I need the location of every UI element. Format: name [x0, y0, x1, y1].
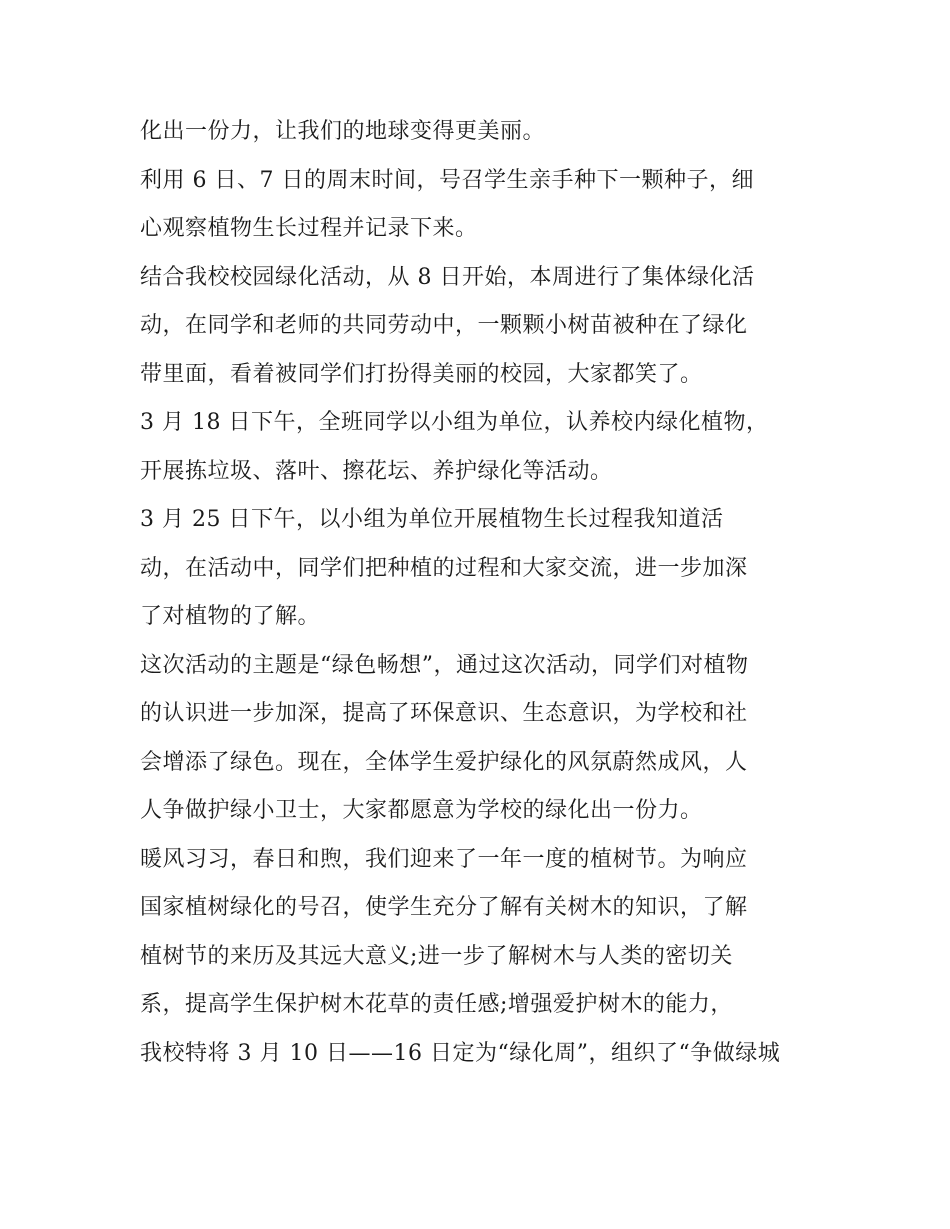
text-line-15: 人争做护绿小卫士，大家都愿意为学校的绿化出一份力。	[140, 798, 703, 823]
text-line-2: 利用 6 日、7 日的周末时间，号召学生亲手种下一颗种子，细	[140, 167, 754, 193]
text-line-13: 的认识进一步加深，提高了环保意识、生态意识，为学校和社	[140, 701, 748, 726]
text-line-3: 心观察植物生长过程并记录下来。	[140, 216, 478, 241]
text-line-6: 带里面，看着被同学们打扮得美丽的校园，大家都笑了。	[140, 361, 703, 387]
text-line-7: 3 月 18 日下午，全班同学以小组为单位，认养校内绿化植物，	[140, 410, 769, 435]
text-line-8: 开展拣垃圾、落叶、擦花坛、养护绿化等活动。	[140, 458, 613, 484]
text-line-9: 3 月 25 日下午，以小组为单位开展植物生长过程我知道活	[140, 507, 724, 532]
text-line-19: 系，提高学生保护树木花草的责任感;增强爱护树木的能力，	[140, 992, 733, 1017]
text-line-20: 我校特将 3 月 10 日——16 日定为“绿化周”，组织了“争做绿城	[140, 1040, 781, 1066]
text-line-1: 化出一份力，让我们的地球变得更美丽。	[140, 119, 546, 144]
text-line-4: 结合我校校园绿化活动，从 8 日开始，本周进行了集体绿化活	[140, 264, 755, 290]
text-line-5: 动，在同学和老师的共同劳动中，一颗颗小树苗被种在了绿化	[140, 313, 748, 338]
text-line-11: 了对植物的了解。	[140, 604, 321, 629]
text-line-10: 动，在活动中，同学们把种植的过程和大家交流，进一步加深	[140, 555, 748, 581]
text-line-12: 这次活动的主题是“绿色畅想”，通过这次活动，同学们对植物	[140, 652, 749, 678]
text-line-14: 会增添了绿色。现在，全体学生爱护绿化的风氛蔚然成风，人	[140, 749, 748, 775]
document-body	[140, 108, 830, 1078]
text-line-18: 植树节的来历及其远大意义;进一步了解树木与人类的密切关	[140, 943, 733, 969]
text-line-17: 国家植树绿化的号召，使学生充分了解有关树木的知识，了解	[140, 895, 748, 920]
text-line-16: 暖风习习，春日和煦，我们迎来了一年一度的植树节。为响应	[140, 846, 748, 872]
